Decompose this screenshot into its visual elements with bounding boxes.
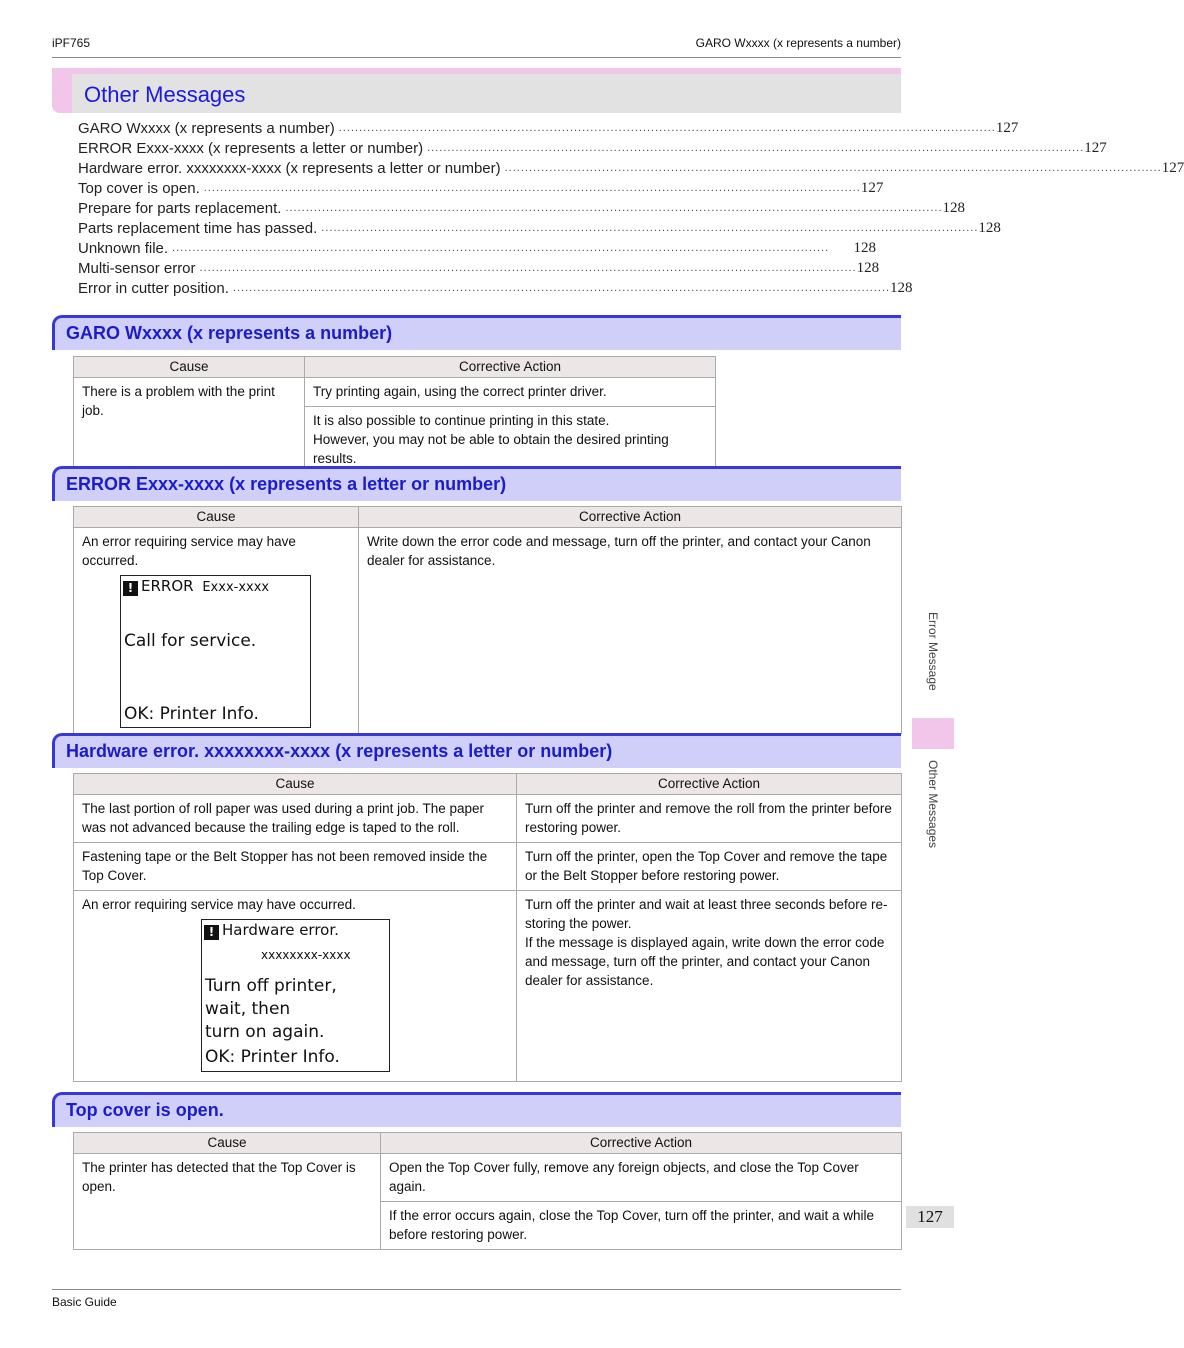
warning-icon: !: [204, 925, 219, 940]
toc-entry[interactable]: GARO Wxxxx (x represents a number) .................................................................................................................................................................. 127: [78, 119, 1019, 137]
toc-entry[interactable]: Parts replacement time has passed. .................................................................................................................................................................. 128: [78, 219, 1001, 237]
column-header-cause: Cause: [74, 1133, 381, 1154]
cause-text: An error requiring service may have occurred.: [82, 897, 356, 912]
toc-entry-label[interactable]: Parts replacement time has passed.: [78, 219, 318, 237]
toc-entry-label[interactable]: Prepare for parts replacement.: [78, 199, 282, 217]
lcd-error-code: xxxxxxxx-xxxx: [261, 948, 351, 962]
side-section-label[interactable]: Other Messages: [926, 760, 940, 849]
garo-table: [73, 356, 716, 474]
action-cell: [517, 891, 902, 1082]
footer-title: Basic Guide: [52, 1295, 117, 1309]
error-table: [73, 506, 902, 734]
action-cell: Turn off the printer and remove the roll from the printer before restoring power.: [517, 795, 902, 843]
cause-text: An error requiring service may have occurred.: [82, 534, 296, 568]
table-of-contents: [78, 118, 1184, 298]
section-heading-error: [52, 466, 901, 501]
top-cover-table: [73, 1132, 902, 1250]
table-row: [74, 891, 902, 1082]
warning-icon: !: [123, 581, 138, 596]
column-header-action: Corrective Action: [359, 507, 902, 528]
header-product: iPF765: [52, 36, 91, 50]
toc-entry-page: 128: [890, 279, 913, 296]
cause-cell: The last portion of roll paper was used during a print job. The paper was not advanced because the trailing edge is taped to the roll.: [74, 795, 517, 843]
action-cell: Turn off the printer, open the Top Cover and remove the tape or the Belt Stopper before restoring power.: [517, 843, 902, 891]
section-heading-top-cover: [52, 1092, 901, 1127]
cause-cell: [74, 528, 359, 734]
lcd-line: wait, then: [205, 999, 291, 1019]
toc-entry-label[interactable]: Multi-sensor error: [78, 259, 196, 277]
column-header-action: Corrective Action: [381, 1133, 902, 1154]
lcd-error-code: Exxx-xxxx: [202, 580, 270, 595]
toc-entry-page: 128: [942, 199, 966, 216]
action-line: If the message is displayed again, write down the error code and message, turn off the printer, and contact your Canon dealer for assistance.: [525, 935, 885, 988]
toc-entry[interactable]: Hardware error. xxxxxxxx-xxxx (x represents a letter or number) .................................................................................................................................................................. 127: [78, 159, 1184, 177]
toc-entry-page: 127: [995, 119, 1019, 136]
toc-entry-page: 128: [853, 239, 876, 256]
section-heading-text: Hardware error. xxxxxxxx-xxxx (x represents a letter or number): [66, 741, 613, 761]
toc-entry[interactable]: Error in cutter position. .................................................................................................................................................................. 128: [78, 279, 913, 297]
lcd-display: [201, 919, 390, 1072]
action-line: Turn off the printer and wait at least three seconds before re-storing the power.: [525, 897, 888, 931]
action-line: It is also possible to continue printing in this state.: [313, 413, 610, 428]
toc-entry-page: 127: [1084, 139, 1107, 156]
page-title: Other Messages: [84, 82, 246, 107]
side-chapter-label[interactable]: Error Message: [926, 612, 940, 691]
toc-entry[interactable]: ERROR Exxx-xxxx (x represents a letter or number) .................................................................................................................................................................. 127: [78, 139, 1107, 157]
lcd-line: Turn off printer,: [205, 976, 337, 996]
toc-entry-label[interactable]: Top cover is open.: [78, 179, 200, 197]
action-cell: Open the Top Cover fully, remove any foreign objects, and close the Top Cover again.: [381, 1154, 902, 1202]
action-line: However, you may not be able to obtain the desired printing results.: [313, 432, 669, 466]
toc-entry-page: 128: [856, 259, 880, 276]
toc-entry[interactable]: Top cover is open. .................................................................................................................................................................. 127: [78, 179, 884, 197]
toc-entry[interactable]: Unknown file. .................................................................................................................................................................. 128: [78, 239, 876, 257]
action-cell: [305, 407, 716, 474]
lcd-line: Call for service.: [124, 631, 257, 651]
header-topic: GARO Wxxxx (x represents a number): [695, 36, 901, 50]
section-heading-text: Top cover is open.: [66, 1100, 224, 1120]
lcd-display: [120, 575, 311, 728]
toc-entry-page: 128: [978, 219, 1001, 236]
cause-cell: The printer has detected that the Top Cover is open.: [74, 1154, 381, 1250]
section-heading-text: GARO Wxxxx (x represents a number): [66, 323, 393, 343]
action-cell: Write down the error code and message, turn off the printer, and contact your Canon dealer for assistance.: [359, 528, 902, 734]
side-section-tab-marker: [912, 718, 954, 749]
cause-cell: Fastening tape or the Belt Stopper has not been removed inside the Top Cover.: [74, 843, 517, 891]
cause-cell: [74, 891, 517, 1082]
toc-entry-label[interactable]: Error in cutter position.: [78, 279, 229, 297]
toc-entry[interactable]: Multi-sensor error .................................................................................................................................................................. 128: [78, 259, 880, 277]
column-header-cause: Cause: [74, 357, 305, 378]
toc-entry[interactable]: Prepare for parts replacement. .................................................................................................................................................................. 128: [78, 199, 966, 217]
column-header-cause: Cause: [74, 774, 517, 795]
lcd-line: OK: Printer Info.: [124, 704, 259, 724]
table-row: [74, 795, 902, 843]
toc-entry-label[interactable]: ERROR Exxx-xxxx (x represents a letter or number): [78, 139, 424, 157]
column-header-action: Corrective Action: [517, 774, 902, 795]
column-header-action: Corrective Action: [305, 357, 716, 378]
toc-entry-label[interactable]: GARO Wxxxx (x represents a number): [78, 119, 335, 137]
toc-entry-page: 127: [1161, 159, 1184, 176]
toc-entry-label[interactable]: Unknown file.: [78, 239, 169, 257]
hardware-table: [73, 773, 902, 1082]
page-number: 127: [906, 1206, 954, 1228]
footer-divider: [52, 1289, 901, 1290]
toc-entry-page: 127: [860, 179, 884, 196]
section-heading-text: ERROR Exxx-xxxx (x represents a letter or number): [66, 474, 507, 494]
header-divider: [52, 57, 901, 58]
lcd-line: Hardware error.: [222, 921, 339, 939]
action-cell: Try printing again, using the correct printer driver.: [305, 378, 716, 407]
action-cell: If the error occurs again, close the Top Cover, turn off the printer, and wait a while before restoring power.: [381, 1202, 902, 1250]
lcd-line: turn on again.: [205, 1022, 325, 1042]
section-heading-garo: [52, 315, 901, 350]
toc-entry-label[interactable]: Hardware error. xxxxxxxx-xxxx (x represents a letter or number): [78, 159, 501, 177]
cause-cell: There is a problem with the print job.: [74, 378, 305, 474]
table-row: [74, 843, 902, 891]
lcd-line: ERROR: [141, 577, 194, 595]
column-header-cause: Cause: [74, 507, 359, 528]
section-heading-hardware: [52, 733, 901, 768]
lcd-line: OK: Printer Info.: [205, 1047, 340, 1067]
